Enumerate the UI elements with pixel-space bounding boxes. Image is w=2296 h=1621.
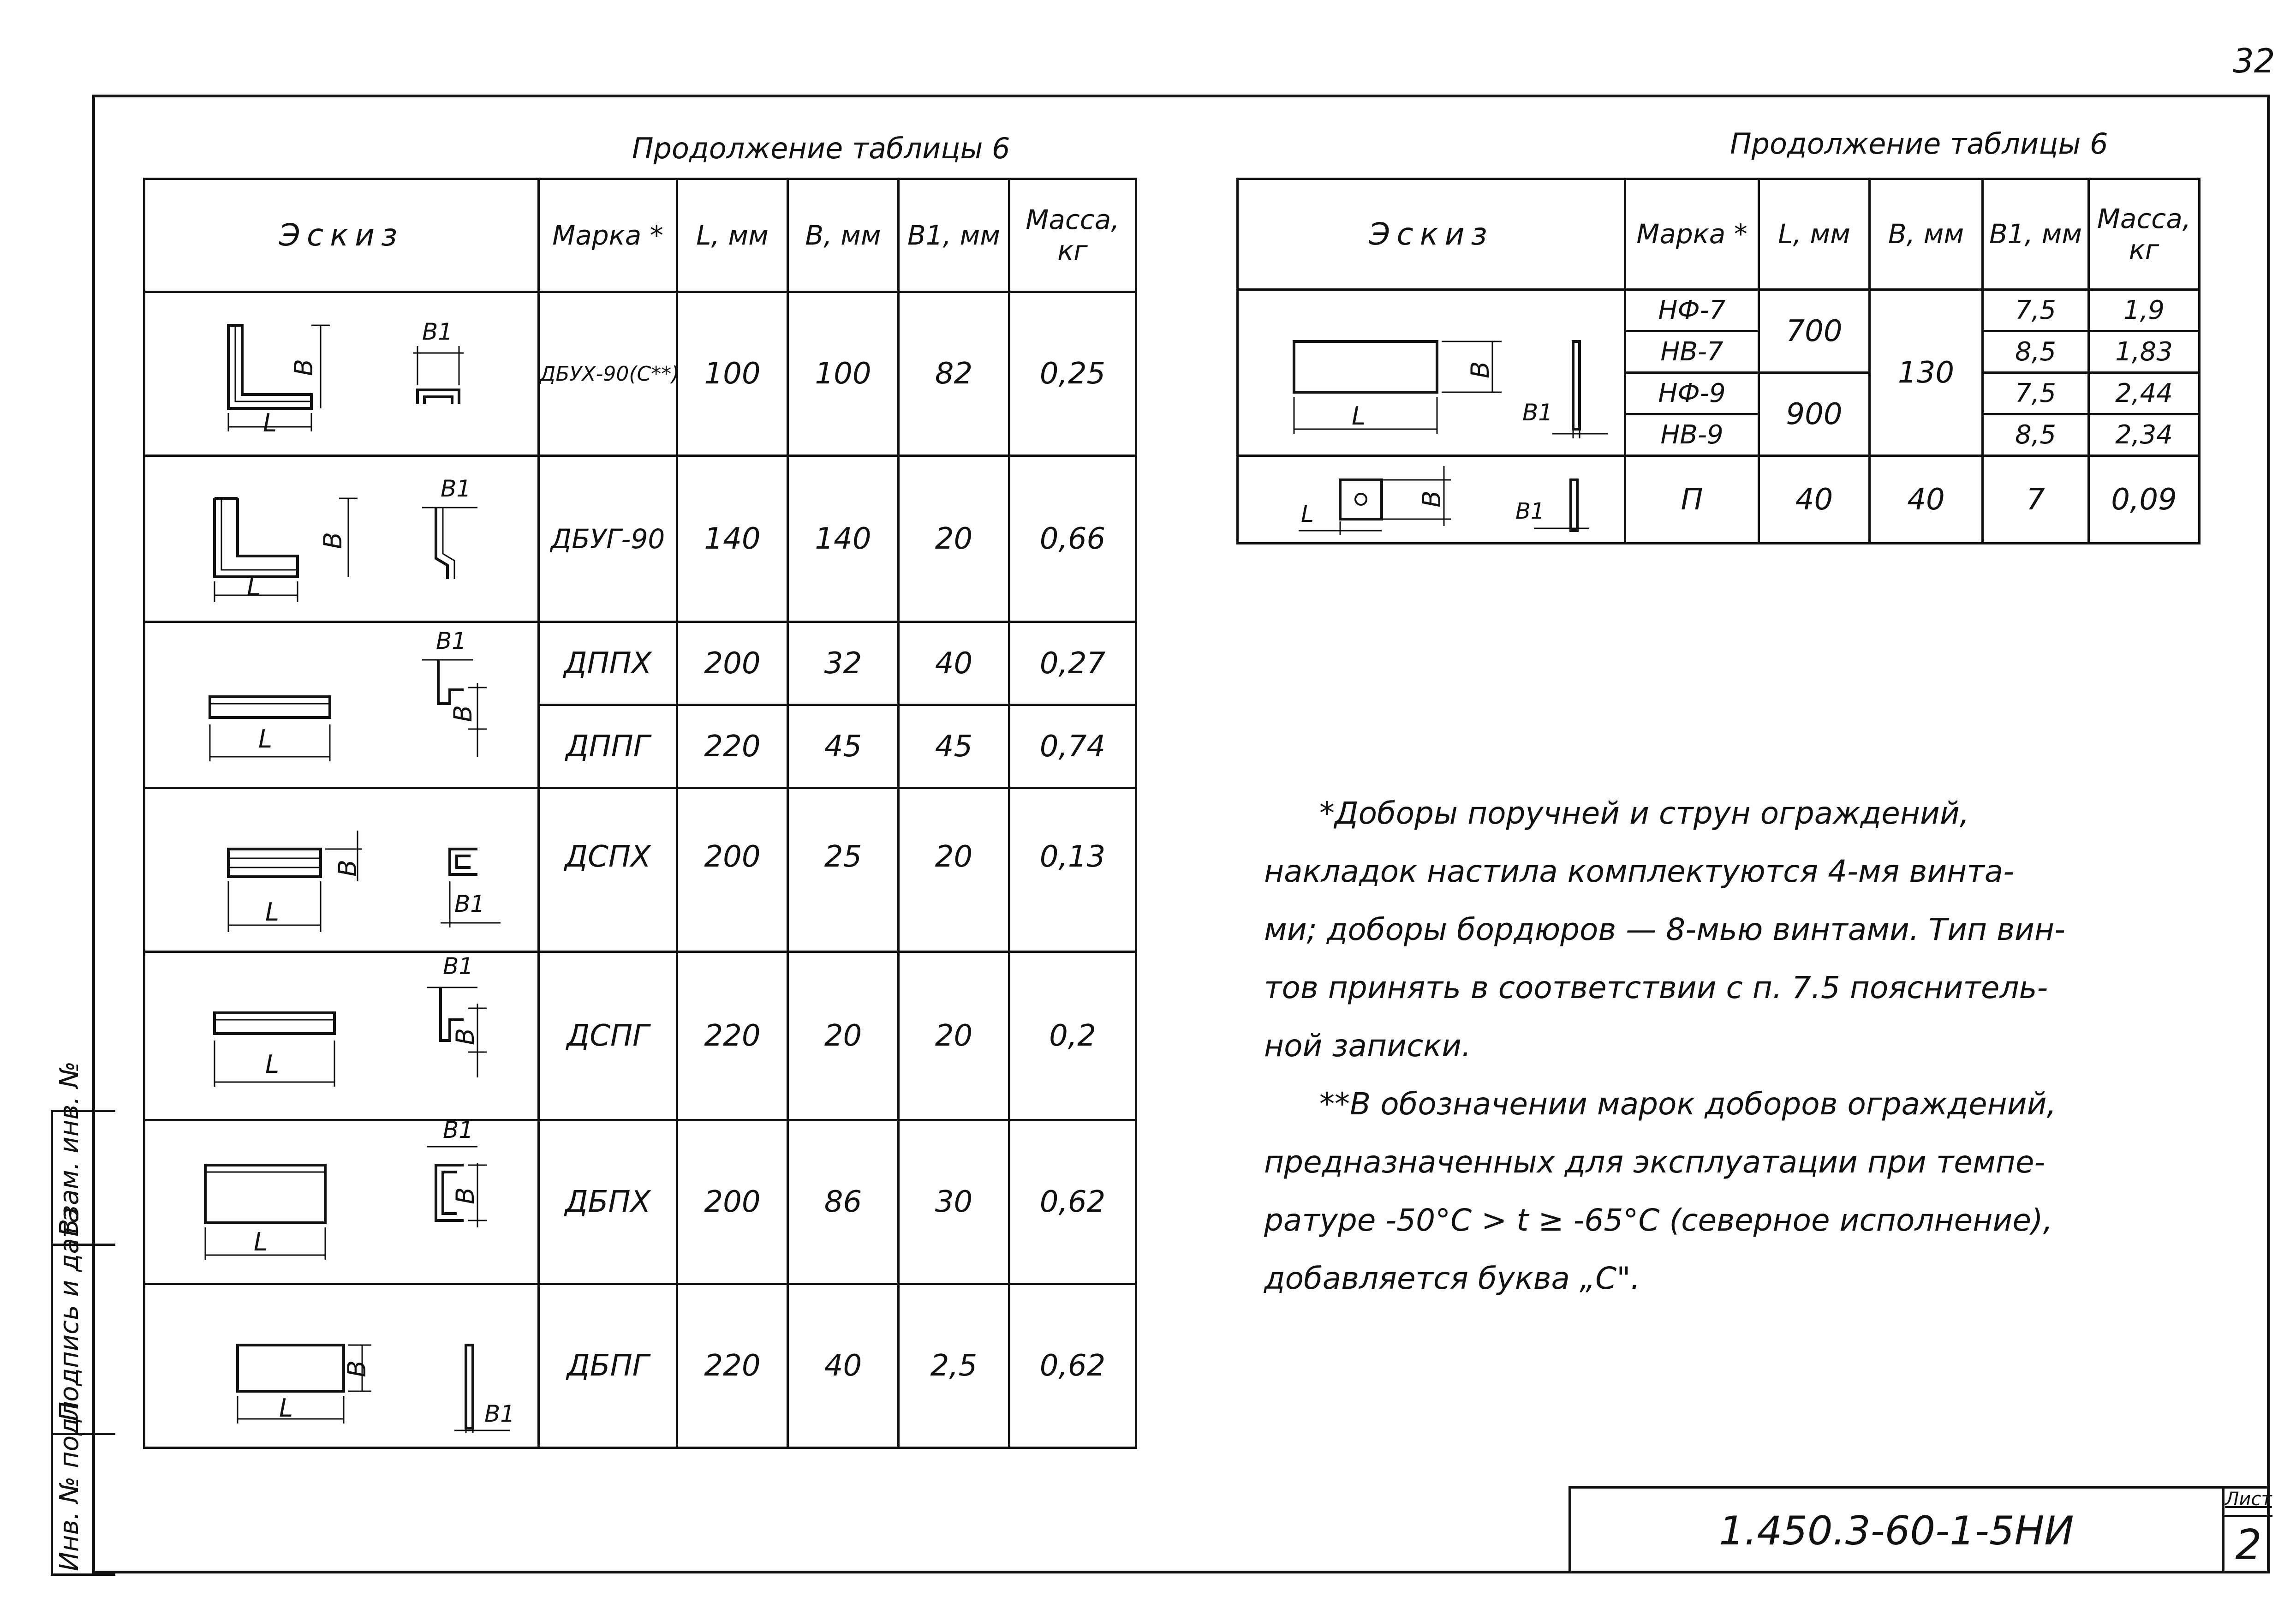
sketch-cell (144, 292, 539, 456)
cell-mark: ДБУГ-90 (539, 456, 677, 622)
cell-mass: 1,83 (2089, 331, 2200, 373)
header-L: L, мм (677, 179, 788, 292)
page-number: 32 (2233, 42, 2275, 80)
sketch-label-B: B (342, 1360, 372, 1378)
sketch-cell (144, 1117, 539, 1284)
cell-mark: ДСПГ (539, 952, 677, 1120)
sketch-label-B: B (333, 859, 363, 877)
cell-B1: 20 (899, 952, 1009, 1120)
sketch-cell (1238, 290, 1625, 456)
sketch-label-B1: B1 (436, 628, 467, 654)
sketch-cell (1238, 456, 1625, 544)
sketch-label-B1: B1 (443, 1117, 474, 1143)
cell-mass: 0,27 (1009, 622, 1136, 705)
cell-B1: 2,5 (899, 1284, 1009, 1448)
note-line: накладок настила комплектуются 4-мя винта- (1264, 854, 2015, 889)
table-row (144, 952, 1136, 1120)
sketch-cell (144, 456, 539, 622)
cell-L: 700 (1759, 290, 1870, 373)
sketch-label-B1: B1 (422, 318, 453, 345)
sketch-label-L: L (258, 724, 273, 754)
cell-mark: П (1625, 456, 1759, 544)
cell-B: 130 (1870, 290, 1983, 456)
table-row (144, 1284, 1136, 1448)
note-line: ми; доборы бордюров — 8-мью винтами. Тип вин- (1264, 912, 2065, 947)
cell-B1: 20 (899, 456, 1009, 622)
table-row (144, 456, 1136, 622)
sketch-label-B1: B1 (443, 953, 474, 980)
cell-B1: 7,5 (1983, 290, 2089, 331)
note-line: **В обозначении марок доборов ограждений, (1319, 1086, 2057, 1122)
cell-B1: 45 (899, 705, 1009, 788)
plate-sketch-icon (1239, 291, 1626, 455)
cell-L: 220 (677, 705, 788, 788)
cell-mark: ДППХ (539, 622, 677, 705)
table-row (1238, 456, 2200, 544)
document-code: 1.450.3-60-1-5НИ (1719, 1508, 2074, 1554)
right-table (1236, 178, 2201, 544)
sketch-label-L: L (265, 1050, 280, 1079)
cell-mass: 0,62 (1009, 1120, 1136, 1284)
header-mass: Масса, кг (1009, 179, 1136, 292)
sketch-label-L: L (265, 897, 280, 927)
header-mark: Марка * (1625, 179, 1759, 290)
note-line: ратуре -50°C > t ≥ -65°C (северное исполнение), (1264, 1202, 2053, 1238)
header-B: B, мм (1870, 179, 1983, 290)
note-line: тов принять в соответствии с п. 7.5 пояснитель- (1264, 970, 2048, 1005)
table-row (144, 1120, 1136, 1284)
cell-mass: 0,25 (1009, 292, 1136, 456)
cell-L: 900 (1759, 373, 1870, 456)
cell-mass: 2,34 (2089, 414, 2200, 456)
header-B1: B1, мм (1983, 179, 2089, 290)
cell-mass: 2,44 (2089, 373, 2200, 414)
sketch-label-L: L (279, 1394, 293, 1423)
cell-L: 200 (677, 1120, 788, 1284)
cell-mark: ДСПХ (539, 788, 677, 952)
cell-mass: 0,66 (1009, 456, 1136, 622)
sketch-label-L: L (263, 408, 277, 437)
cell-B: 25 (788, 788, 899, 952)
right-table-caption: Продолжение таблицы 6 (1730, 127, 2108, 161)
cell-B: 45 (788, 705, 899, 788)
cell-mark: НВ-9 (1625, 414, 1759, 456)
cell-B1: 30 (899, 1120, 1009, 1284)
side-label-inv-orig: Инв. № подл (54, 1401, 84, 1571)
cell-mark: ДБПХ (539, 1120, 677, 1284)
sketch-cell (144, 952, 539, 1120)
border-sketch-icon (145, 1121, 540, 1283)
sketch-label-L: L (247, 572, 261, 601)
cell-L: 40 (1759, 456, 1870, 544)
sketch-label-B1: B1 (1522, 399, 1553, 426)
cell-B: 140 (788, 456, 899, 622)
table-row (144, 788, 1136, 952)
sketch-label-B: B (451, 1187, 480, 1205)
sketch-label-L: L (1352, 401, 1366, 431)
cell-B1: 8,5 (1983, 414, 2089, 456)
sketch-cell (144, 622, 539, 788)
cell-mark: ДБУХ-90(С**) (539, 292, 677, 456)
header-sketch: Эскиз (144, 179, 539, 292)
cell-B: 32 (788, 622, 899, 705)
cell-L: 220 (677, 952, 788, 1120)
cell-mark: НФ-9 (1625, 373, 1759, 414)
cell-mass: 0,74 (1009, 705, 1136, 788)
cell-B: 40 (1870, 456, 1983, 544)
note-line: предназначенных для эксплуатации при темпе- (1264, 1144, 2046, 1180)
cell-mark: НФ-7 (1625, 290, 1759, 331)
header-B: B, мм (788, 179, 899, 292)
cell-B: 100 (788, 292, 899, 456)
sketch-label-B1: B1 (1515, 498, 1545, 524)
left-table-caption: Продолжение таблицы 6 (632, 132, 1010, 165)
cell-B1: 40 (899, 622, 1009, 705)
cell-L: 100 (677, 292, 788, 456)
side-label-sign-date: Подпись и дата (54, 1207, 84, 1421)
cell-mark: ДБПГ (539, 1284, 677, 1448)
title-block (1568, 1486, 2270, 1573)
cell-B: 86 (788, 1120, 899, 1284)
cell-mass: 0,62 (1009, 1284, 1136, 1448)
sketch-label-B: B (451, 1028, 480, 1046)
table-row (1238, 290, 2200, 331)
sketch-cell (144, 788, 539, 952)
notes (1264, 784, 2256, 1308)
cell-B1: 7,5 (1983, 373, 2089, 414)
cell-mass: 0,09 (2089, 456, 2200, 544)
header-mass: Масса, кг (2089, 179, 2200, 290)
sketch-label-B1: B1 (484, 1400, 515, 1427)
sheet-box (2222, 1489, 2272, 1573)
cell-L: 200 (677, 788, 788, 952)
cell-mass: 0,13 (1009, 788, 1136, 952)
cell-B1: 20 (899, 788, 1009, 952)
note-line: *Доборы поручней и струн ограждений, (1319, 796, 1969, 831)
rail-sketch-icon (145, 953, 540, 1119)
cell-L: 220 (677, 1284, 788, 1448)
rail-sketch-icon (145, 623, 540, 787)
sketch-label-B: B (448, 705, 478, 723)
cell-B1: 82 (899, 292, 1009, 456)
cell-B1: 8,5 (1983, 331, 2089, 373)
header-mark: Марка * (539, 179, 677, 292)
sketch-label-B1: B1 (441, 475, 471, 502)
header-L: L, мм (1759, 179, 1870, 290)
left-table (143, 178, 1137, 1449)
angle-sketch-icon (145, 293, 540, 455)
note-line: ной записки. (1264, 1028, 1472, 1064)
sketch-label-B: B (289, 359, 319, 377)
cell-B: 20 (788, 952, 899, 1120)
cell-mass: 0,2 (1009, 952, 1136, 1120)
sketch-label-L: L (254, 1227, 268, 1256)
header-B1: B1, мм (899, 179, 1009, 292)
header-sketch: Эскиз (1238, 179, 1625, 290)
table-row (144, 292, 1136, 456)
sketch-cell (144, 1284, 539, 1448)
sketch-label-B: B (1417, 490, 1447, 508)
cell-B1: 7 (1983, 456, 2089, 544)
cell-mark: ДППГ (539, 705, 677, 788)
sheet-label: Лист (2224, 1489, 2272, 1517)
sketch-label-B: B (1466, 361, 1495, 379)
cell-B: 40 (788, 1284, 899, 1448)
side-label-inv-dup: Взам. инв. № (54, 1061, 84, 1237)
sheet-number: 2 (2235, 1520, 2262, 1569)
cell-L: 140 (677, 456, 788, 622)
note-line: добавляется буква „С". (1264, 1261, 1640, 1296)
cell-mass: 1,9 (2089, 290, 2200, 331)
table-row (144, 622, 1136, 705)
cell-L: 200 (677, 622, 788, 705)
sketch-label-B1: B1 (454, 891, 485, 917)
sketch-label-B: B (318, 532, 348, 550)
sketch-label-L: L (1301, 501, 1314, 527)
cell-mark: НВ-7 (1625, 331, 1759, 373)
